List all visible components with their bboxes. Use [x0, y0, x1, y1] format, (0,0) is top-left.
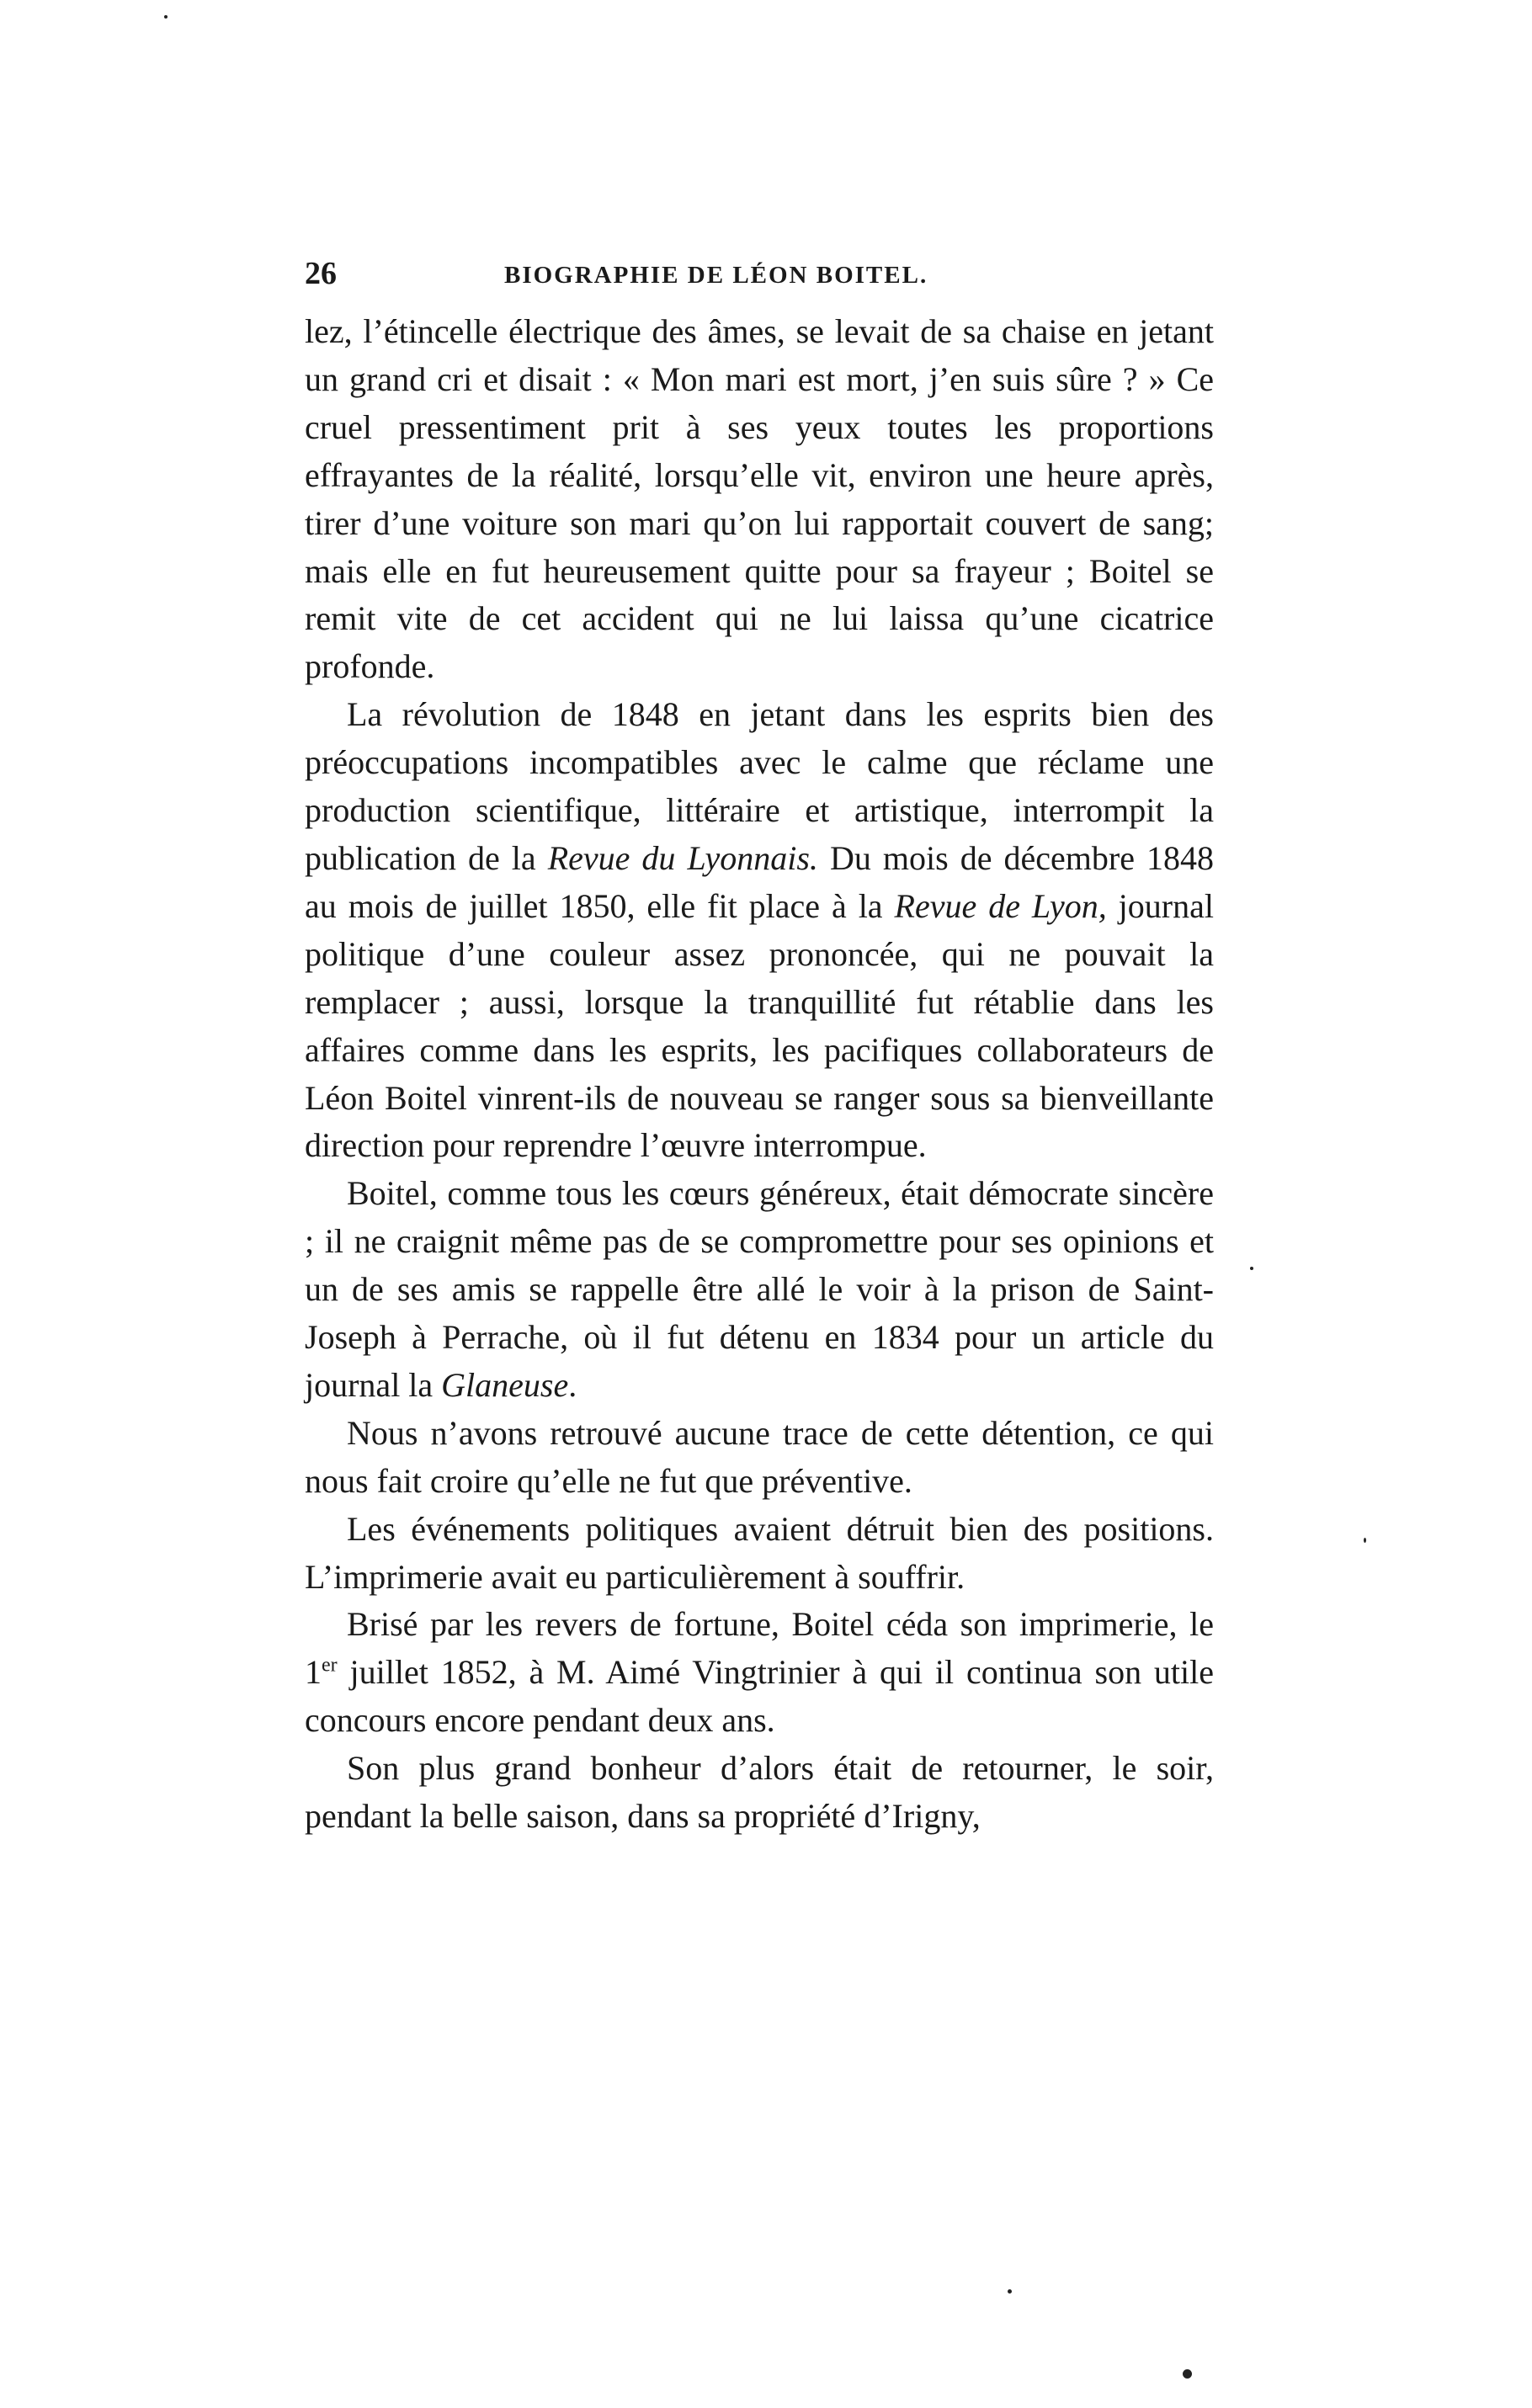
- revue-du-lyonnais-title: Revue du Lyonnais.: [547, 838, 818, 877]
- paragraph-2-text-a: La révolution de 1848 en jetant dans les esprits bien des préoccupations incompatibles avec le calme que réclame une production scientifique, littéraire et artistique, interrompit la publication de la: [305, 695, 1214, 877]
- paragraph-3-text-a: Boitel, comme tous les cœurs généreux, était démocrate sincère ; il ne craignit même pas de se compromettre pour ses opinions et un de ses amis se rappelle être allé le voir à la prison de Saint-Joseph à Perrache, où il fut détenu en 1834 pour un article du journal la: [305, 1174, 1214, 1404]
- paragraph-3: [305, 1170, 1214, 1410]
- running-title: BIOGRAPHIE DE LÉON BOITEL.: [504, 262, 928, 289]
- paragraph-7: Son plus grand bonheur d’alors était de retourner, le soir, pendant la belle saison, dans sa propriété d’Irigny,: [305, 1749, 1214, 1836]
- paragraph-2-text-b: Du mois de décembre 1848 au mois de juillet 1850, elle fit place à la: [305, 838, 1214, 925]
- page-header: [305, 255, 1214, 297]
- paragraph-4: Nous n’avons retrouvé aucune trace de cette détention, ce qui nous fait croire qu’elle ne fut que préventive.: [305, 1413, 1214, 1500]
- paragraph-6-text-b: juillet 1852, à M. Aimé Vingtrinier à qui il continua son utile concours encore pendant deux ans.: [305, 1653, 1214, 1740]
- scan-speck: [1250, 1267, 1253, 1270]
- paragraph-2-text-c: journal politique d’une couleur assez prononcée, qui ne pouvait la remplacer ; aussi, lorsque la tranquillité fut rétablie dans les affaires comme dans les esprits, les pacifiques collaborateurs de Léon Boitel vinrent-ils de nouveau se ranger sous sa bienveillante direction pour reprendre l’œuvre interrompue.: [305, 886, 1214, 1165]
- scan-speck: [1008, 2289, 1012, 2294]
- paragraph-3-text-b: .: [568, 1365, 577, 1404]
- revue-de-lyon-title: Revue de Lyon,: [894, 886, 1107, 925]
- paragraph-2: [305, 691, 1214, 1170]
- glaneuse-title: Glaneuse: [441, 1365, 569, 1404]
- scan-speck: [1364, 1538, 1366, 1543]
- scan-speck: [164, 15, 168, 19]
- body-text: [305, 308, 1214, 1841]
- ordinal-superscript: er: [322, 1655, 338, 1677]
- scan-speck: [1183, 2369, 1192, 2379]
- paragraph-5: Les événements politiques avaient détruit bien des positions. L’imprimerie avait eu particulièrement à souffrir.: [305, 1509, 1214, 1596]
- paragraph-6: [305, 1601, 1214, 1745]
- page-number: 26: [305, 256, 337, 291]
- paragraph-1: lez, l’étincelle électrique des âmes, se levait de sa chaise en jetant un grand cri et disait : « Mon mari est mort, j’en suis sûre ? » Ce cruel pressentiment prit à ses yeux toutes les proportions effrayantes de la réalité, lorsqu’elle vit, environ une heure après, tirer d’une voiture son mari qu’on lui rapportait couvert de sang; mais elle en fut heureusement quitte pour sa frayeur ; Boitel se remit vite de cet accident qui ne lui laissa qu’une cicatrice profonde.: [305, 312, 1214, 686]
- paragraph-6-text-a: Brisé par les revers de fortune, Boitel céda son imprimerie, le 1: [305, 1605, 1214, 1692]
